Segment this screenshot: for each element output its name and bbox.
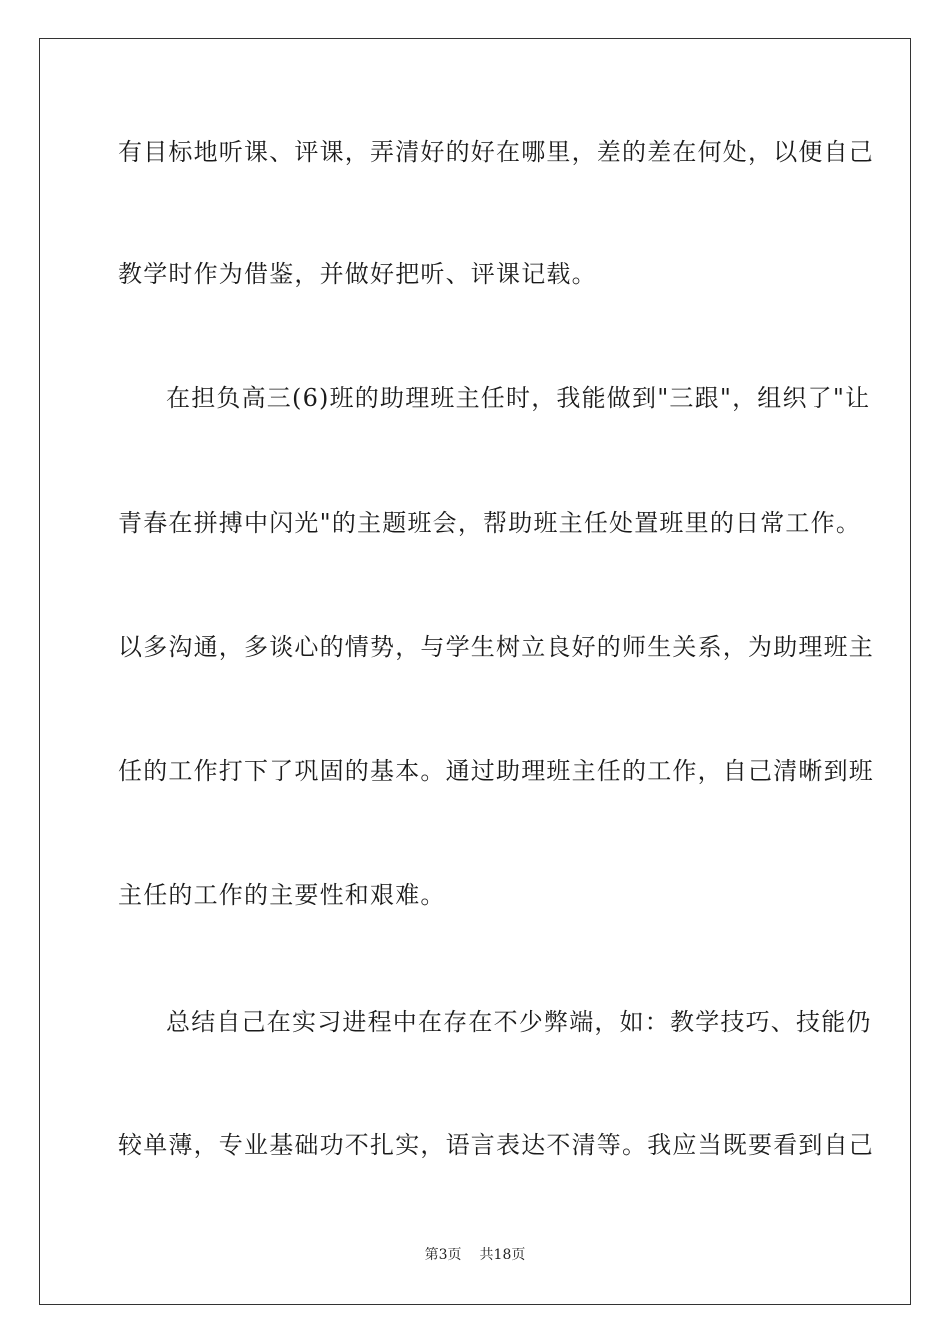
paragraph-line-9: 较单薄，专业基础功不扎实，语言表达不清等。我应当既要看到自己 (118, 1131, 874, 1159)
page-total: 共18页 (479, 1247, 526, 1263)
paragraph-line-2: 教学时作为借鉴，并做好把听、评课记载。 (118, 260, 597, 288)
paragraph-line-6: 任的工作打下了巩固的基本。通过助理班主任的工作，自己清晰到班 (118, 757, 874, 785)
paragraph-line-7: 主任的工作的主要性和艰难。 (118, 881, 446, 909)
paragraph-line-5: 以多沟通，多谈心的情势，与学生树立良好的师生关系，为助理班主 (118, 633, 874, 661)
paragraph-line-8: 总结自己在实习进程中在存在不少弊端，如：教学技巧、技能仍 (166, 1008, 872, 1036)
page-number: 第3页 (424, 1247, 462, 1263)
paragraph-line-3: 在担负高三(6)班的助理班主任时，我能做到"三跟"，组织了"让 (166, 384, 871, 412)
paragraph-line-1: 有目标地听课、评课，弄清好的好在哪里，差的差在何处，以便自己 (118, 138, 874, 166)
paragraph-line-4: 青春在拼搏中闪光"的主题班会，帮助班主任处置班里的日常工作。 (118, 509, 862, 537)
page-footer (0, 1246, 950, 1264)
page-border (39, 38, 911, 1305)
